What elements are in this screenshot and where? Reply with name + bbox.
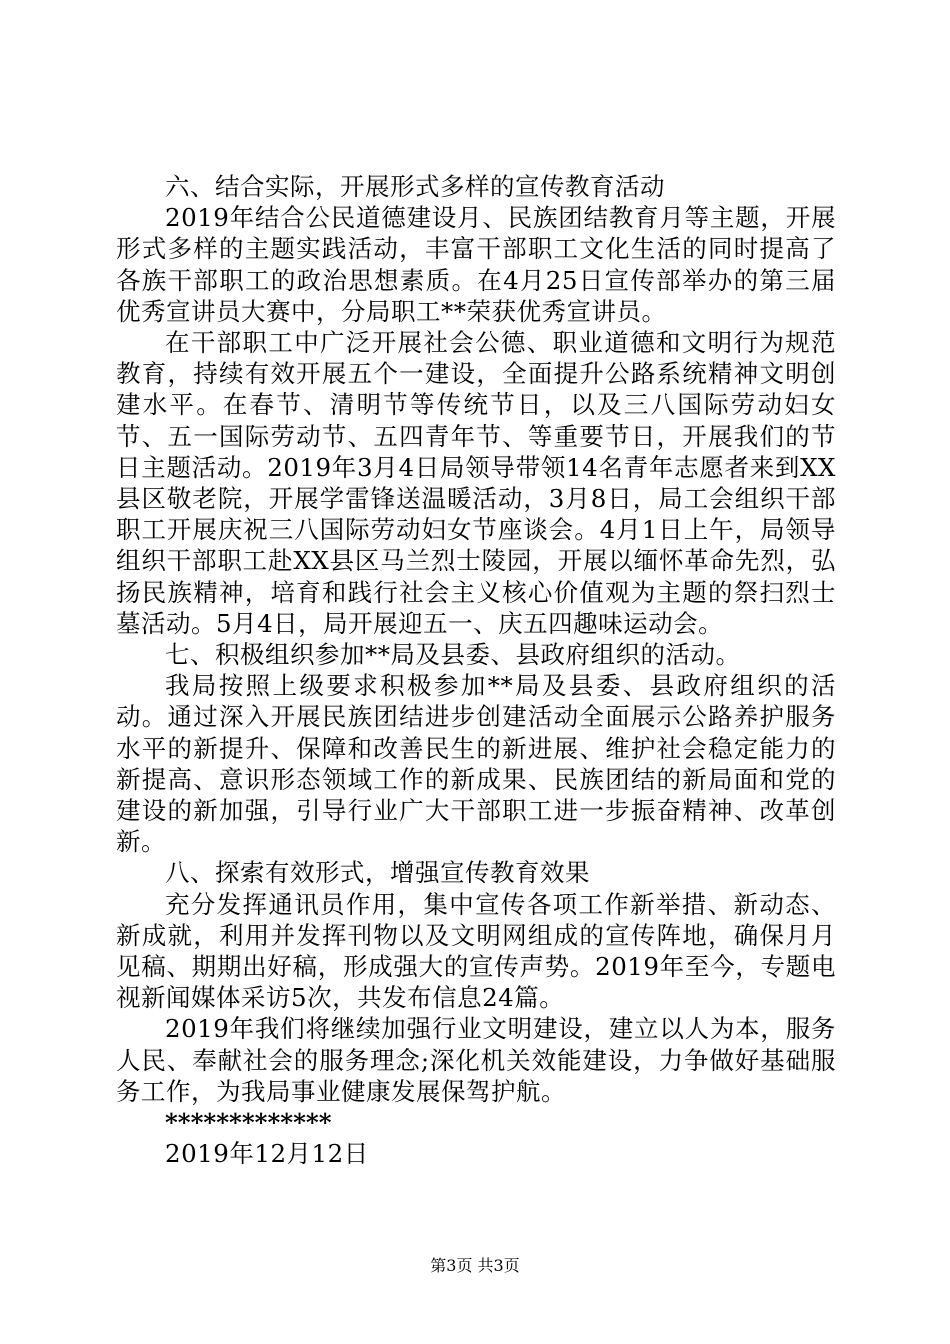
document-date: 2019年12月12日	[165, 1139, 369, 1169]
section-heading-6: 六、结合实际，开展形式多样的宣传教育活动	[165, 172, 665, 201]
section-heading-7: 七、积极组织参加**局及县委、县政府组织的活动。	[165, 640, 741, 670]
paragraph-7-1: 我局按照上级要求积极参加**局及县委、县政府组织的活动。通过深入开展民族团结进步创建活动全面展示公路养护服务水平的新提升、保障和改善民生的新进展、维护社会稳定能力的新提高、意识形态领域工作的新成果、民族团结的新局面和党的建设的新加强，引导行业广大干部职工进一步振奋精神、改革创新。	[116, 671, 836, 857]
paragraph-8-1: 充分发挥通讯员作用，集中宣传各项工作新举措、新动态、新成就，利用并发挥刊物以及文明网组成的宣传阵地，确保月月见稿、期期出好稿，形成强大的宣传声势。2019年至今，专题电视新闻媒体采访5次，共发布信息24篇。	[116, 889, 836, 1013]
paragraph-closing: 2019年我们将继续加强行业文明建设，建立以人为本，服务人民、奉献社会的服务理念;深化机关效能建设，力争做好基础服务工作，为我局事业健康发展保驾护航。	[116, 1014, 836, 1106]
signature-placeholder: *************	[165, 1108, 332, 1138]
paragraph-6-1: 2019年结合公民道德建设月、民族团结教育月等主题，开展形式多样的主题实践活动，丰富干部职工文化生活的同时提高了各族干部职工的政治思想素质。在4月25日宣传部举办的第三届优秀宣讲员大赛中，分局职工**荣获优秀宣讲员。	[116, 203, 836, 326]
page-footer: 第3页 共3页	[430, 1256, 520, 1275]
section-heading-8: 八、探索有效形式，增强宣传教育效果	[165, 858, 590, 888]
document-body	[116, 171, 836, 1170]
paragraph-6-2: 在干部职工中广泛开展社会公德、职业道德和文明行为规范教育，持续有效开展五个一建设，全面提升公路系统精神文明创建水平。在春节、清明节等传统节日，以及三八国际劳动妇女节、五一国际劳动节、五四青年节、等重要节日，开展我们的节日主题活动。2019年3月4日局领导带领14名青年志愿者来到XX县区敬老院，开展学雷锋送温暖活动，3月8日，局工会组织干部职工开展庆祝三八国际劳动妇女节座谈会。4月1日上午，局领导组织干部职工赴XX县区马兰烈士陵园，开展以缅怀革命先烈，弘扬民族精神，培育和践行社会主义核心价值观为主题的祭扫烈士墓活动。5月4日，局开展迎五一、庆五四趣味运动会。	[116, 328, 836, 638]
